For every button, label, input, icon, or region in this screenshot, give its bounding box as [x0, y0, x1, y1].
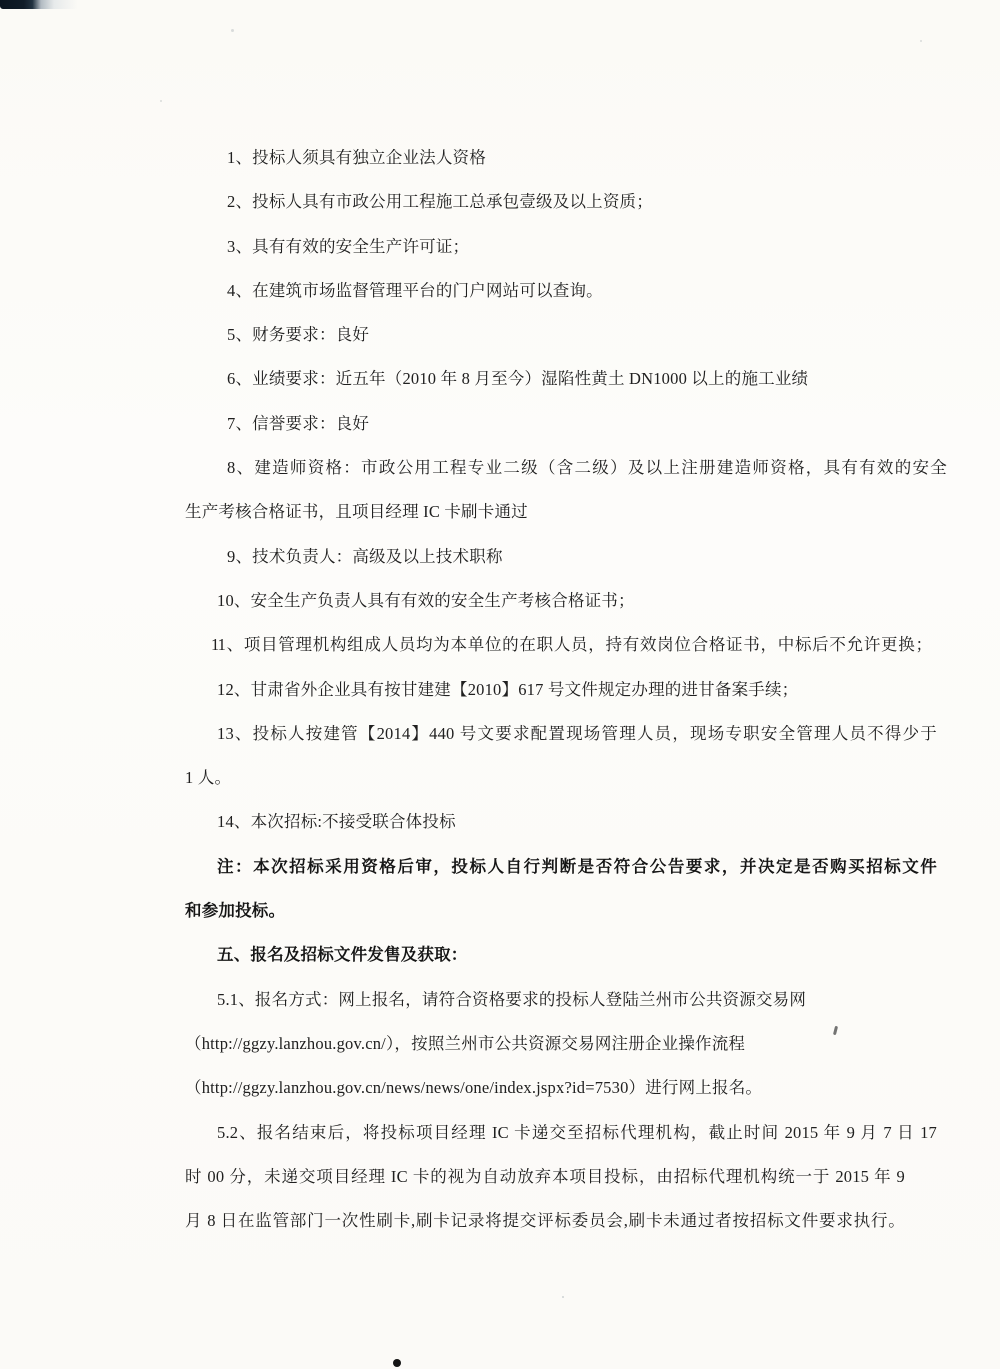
scan-edge-smudge — [0, 0, 108, 9]
document-line: 5、财务要求：良好 — [227, 325, 370, 345]
document-line: 生产考核合格证书，且项目经理 IC 卡刷卡通过 — [185, 502, 528, 522]
document-line: 13、投标人按建管【2014】440 号文要求配置现场管理人员，现场专职安全管理人员不得少于 — [217, 723, 937, 743]
document-line: 2、投标人具有市政公用工程施工总承包壹级及以上资质； — [227, 192, 653, 212]
document-line: 5.2、报名结束后，将投标项目经理 IC 卡递交至招标代理机构，截止时间 2015 年 9 月 7 日 17 — [217, 1122, 937, 1142]
document-line: 12、甘肃省外企业具有按甘建建【2010】617 号文件规定办理的进甘备案手续； — [217, 679, 799, 699]
scan-speck — [231, 29, 234, 32]
document-line: 1、投标人须具有独立企业法人资格 — [227, 148, 486, 167]
document-line: 5.1、报名方式：网上报名，请符合资格要求的投标人登陆兰州市公共资源交易网 — [217, 989, 807, 1009]
document-line: 和参加投标。 — [185, 901, 286, 921]
scan-speck — [160, 100, 162, 102]
document-line: （http://ggzy.lanzhou.gov.cn/），按照兰州市公共资源交易网注册企业操作流程 — [185, 1033, 746, 1053]
document-line: 6、业绩要求：近五年（2010 年 8 月至今）湿陷性黄土 DN1000 以上的施工业绩 — [227, 369, 809, 389]
document-line: 9、技术负责人：高级及以上技术职称 — [227, 546, 503, 566]
document-line: 3、具有有效的安全生产许可证； — [227, 236, 470, 256]
document-line: 10、安全生产负责人具有有效的安全生产考核合格证书； — [217, 590, 635, 610]
ink-dot — [393, 1359, 401, 1367]
scan-speck — [920, 40, 922, 42]
document-line: （http://ggzy.lanzhou.gov.cn/news/news/one/index.jspx?id=7530）进行网上报名。 — [185, 1078, 763, 1098]
document-line: 8、建造师资格：市政公用工程专业二级（含二级）及以上注册建造师资格，具有有效的安全 — [227, 458, 947, 478]
document-line: 注：本次招标采用资格后审，投标人自行判断是否符合公告要求，并决定是否购买招标文件 — [217, 856, 937, 876]
document-body — [185, 136, 947, 1243]
document-line: 4、在建筑市场监督管理平台的门户网站可以查询。 — [227, 280, 603, 300]
scan-speck — [562, 1296, 564, 1298]
document-line: 11、项目管理机构组成人员均为本单位的在职人员，持有效岗位合格证书，中标后不允许更换； — [211, 635, 931, 655]
document-line: 7、信誉要求：良好 — [227, 413, 370, 433]
document-line: 1 人。 — [185, 768, 232, 788]
document-line: 五、报名及招标文件发售及获取： — [217, 945, 468, 965]
document-line: 时 00 分，未递交项目经理 IC 卡的视为自动放弃本项目投标，由招标代理机构统一于 2015 年 9 — [185, 1166, 905, 1186]
document-line: 14、本次招标:不接受联合体投标 — [217, 812, 456, 832]
document-line: 月 8 日在监管部门一次性刷卡,刷卡记录将提交评标委员会,刷卡未通过者按招标文件要求执行。 — [185, 1211, 905, 1231]
